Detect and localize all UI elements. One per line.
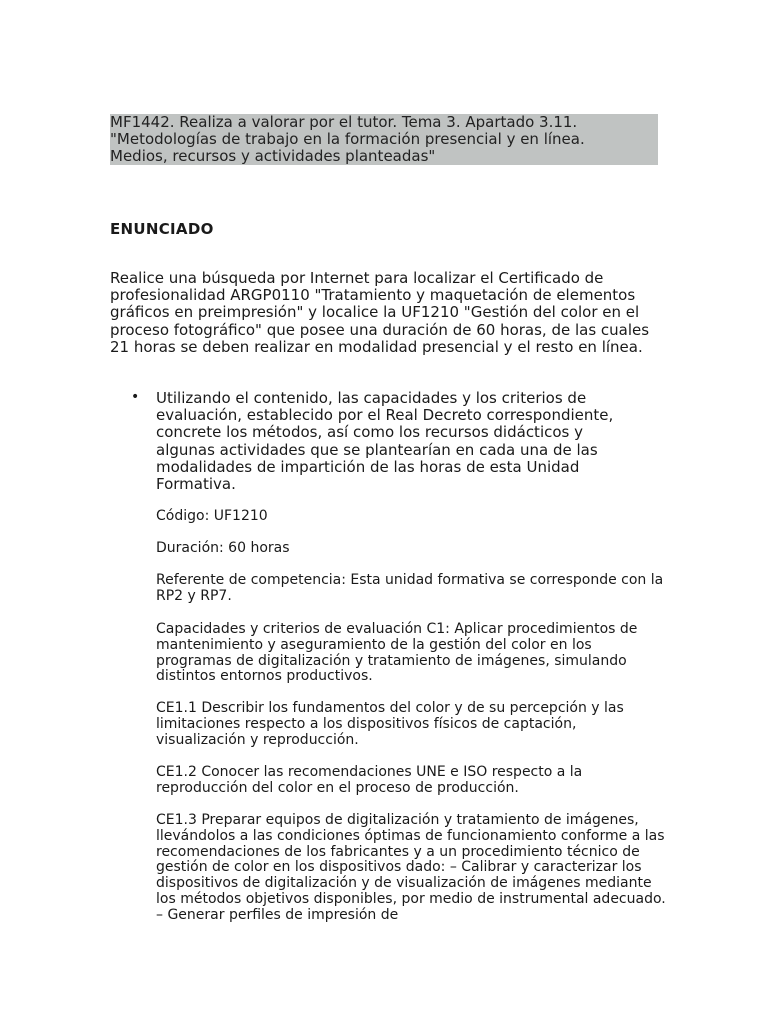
ce1-1-paragraph: CE1.1 Describir los fundamentos del color y de su percepción y las limitaciones respecto a los dispositivos físicos de captación, visualización y reproducción. xyxy=(156,700,624,748)
ce1-2-paragraph: CE1.2 Conocer las recomendaciones UNE e ISO respecto a la reproducción del color en el proceso de producción. xyxy=(156,764,583,796)
ce1-3-paragraph: CE1.3 Preparar equipos de digitalización y tratamiento de imágenes, llevándolos a las condiciones óptimas de funcionamiento conforme a las recomendaciones de los fabricantes y a un procedimiento técnico de gestión de color en los dispositivos dado: – Calibrar y caracterizar los dispositivos de digitalización y de visualización de imágenes mediante los métodos objetivos disponibles, por medio de instrumental adecuado. – Generar perfiles de impresión de xyxy=(156,812,666,923)
referente-paragraph: Referente de competencia: Esta unidad formativa se corresponde con la RP2 y RP7. xyxy=(156,572,664,604)
intro-paragraph: Realice una búsqueda por Internet para localizar el Certificado de profesionalidad ARGP0110 "Tratamiento y maquetación de elementos gráficos en preimpresión" y localice la UF1210 "Gestión del color en el proceso fotográfico" que posee una duración de 60 horas, de las cuales 21 horas se deben realizar en modalidad presencial y el resto en línea. xyxy=(110,269,650,356)
capacidades-paragraph: Capacidades y criterios de evaluación C1: Aplicar procedimientos de mantenimiento y aseguramiento de la gestión del color en los programas de digitalización y tratamiento de imágenes, simulando distintos entornos productivos. xyxy=(156,621,638,685)
bullet-item-text: Utilizando el contenido, las capacidades y los criterios de evaluación, establecido por el Real Decreto correspondiente, concrete los métodos, así como los recursos didácticos y algunas actividades que se plantearían en cada una de las modalidades de impartición de las horas de esta Unidad Formativa. xyxy=(156,389,614,494)
assignment-header: MF1442. Realiza a valorar por el tutor. Tema 3. Apartado 3.11. "Metodologías de trabajo en la formación presencial y en línea. Medios, recursos y actividades planteadas" xyxy=(110,114,658,165)
bullet-marker: • xyxy=(131,389,140,405)
duracion-line: Duración: 60 horas xyxy=(156,540,290,556)
codigo-line: Código: UF1210 xyxy=(156,508,268,524)
section-title: ENUNCIADO xyxy=(110,220,214,238)
